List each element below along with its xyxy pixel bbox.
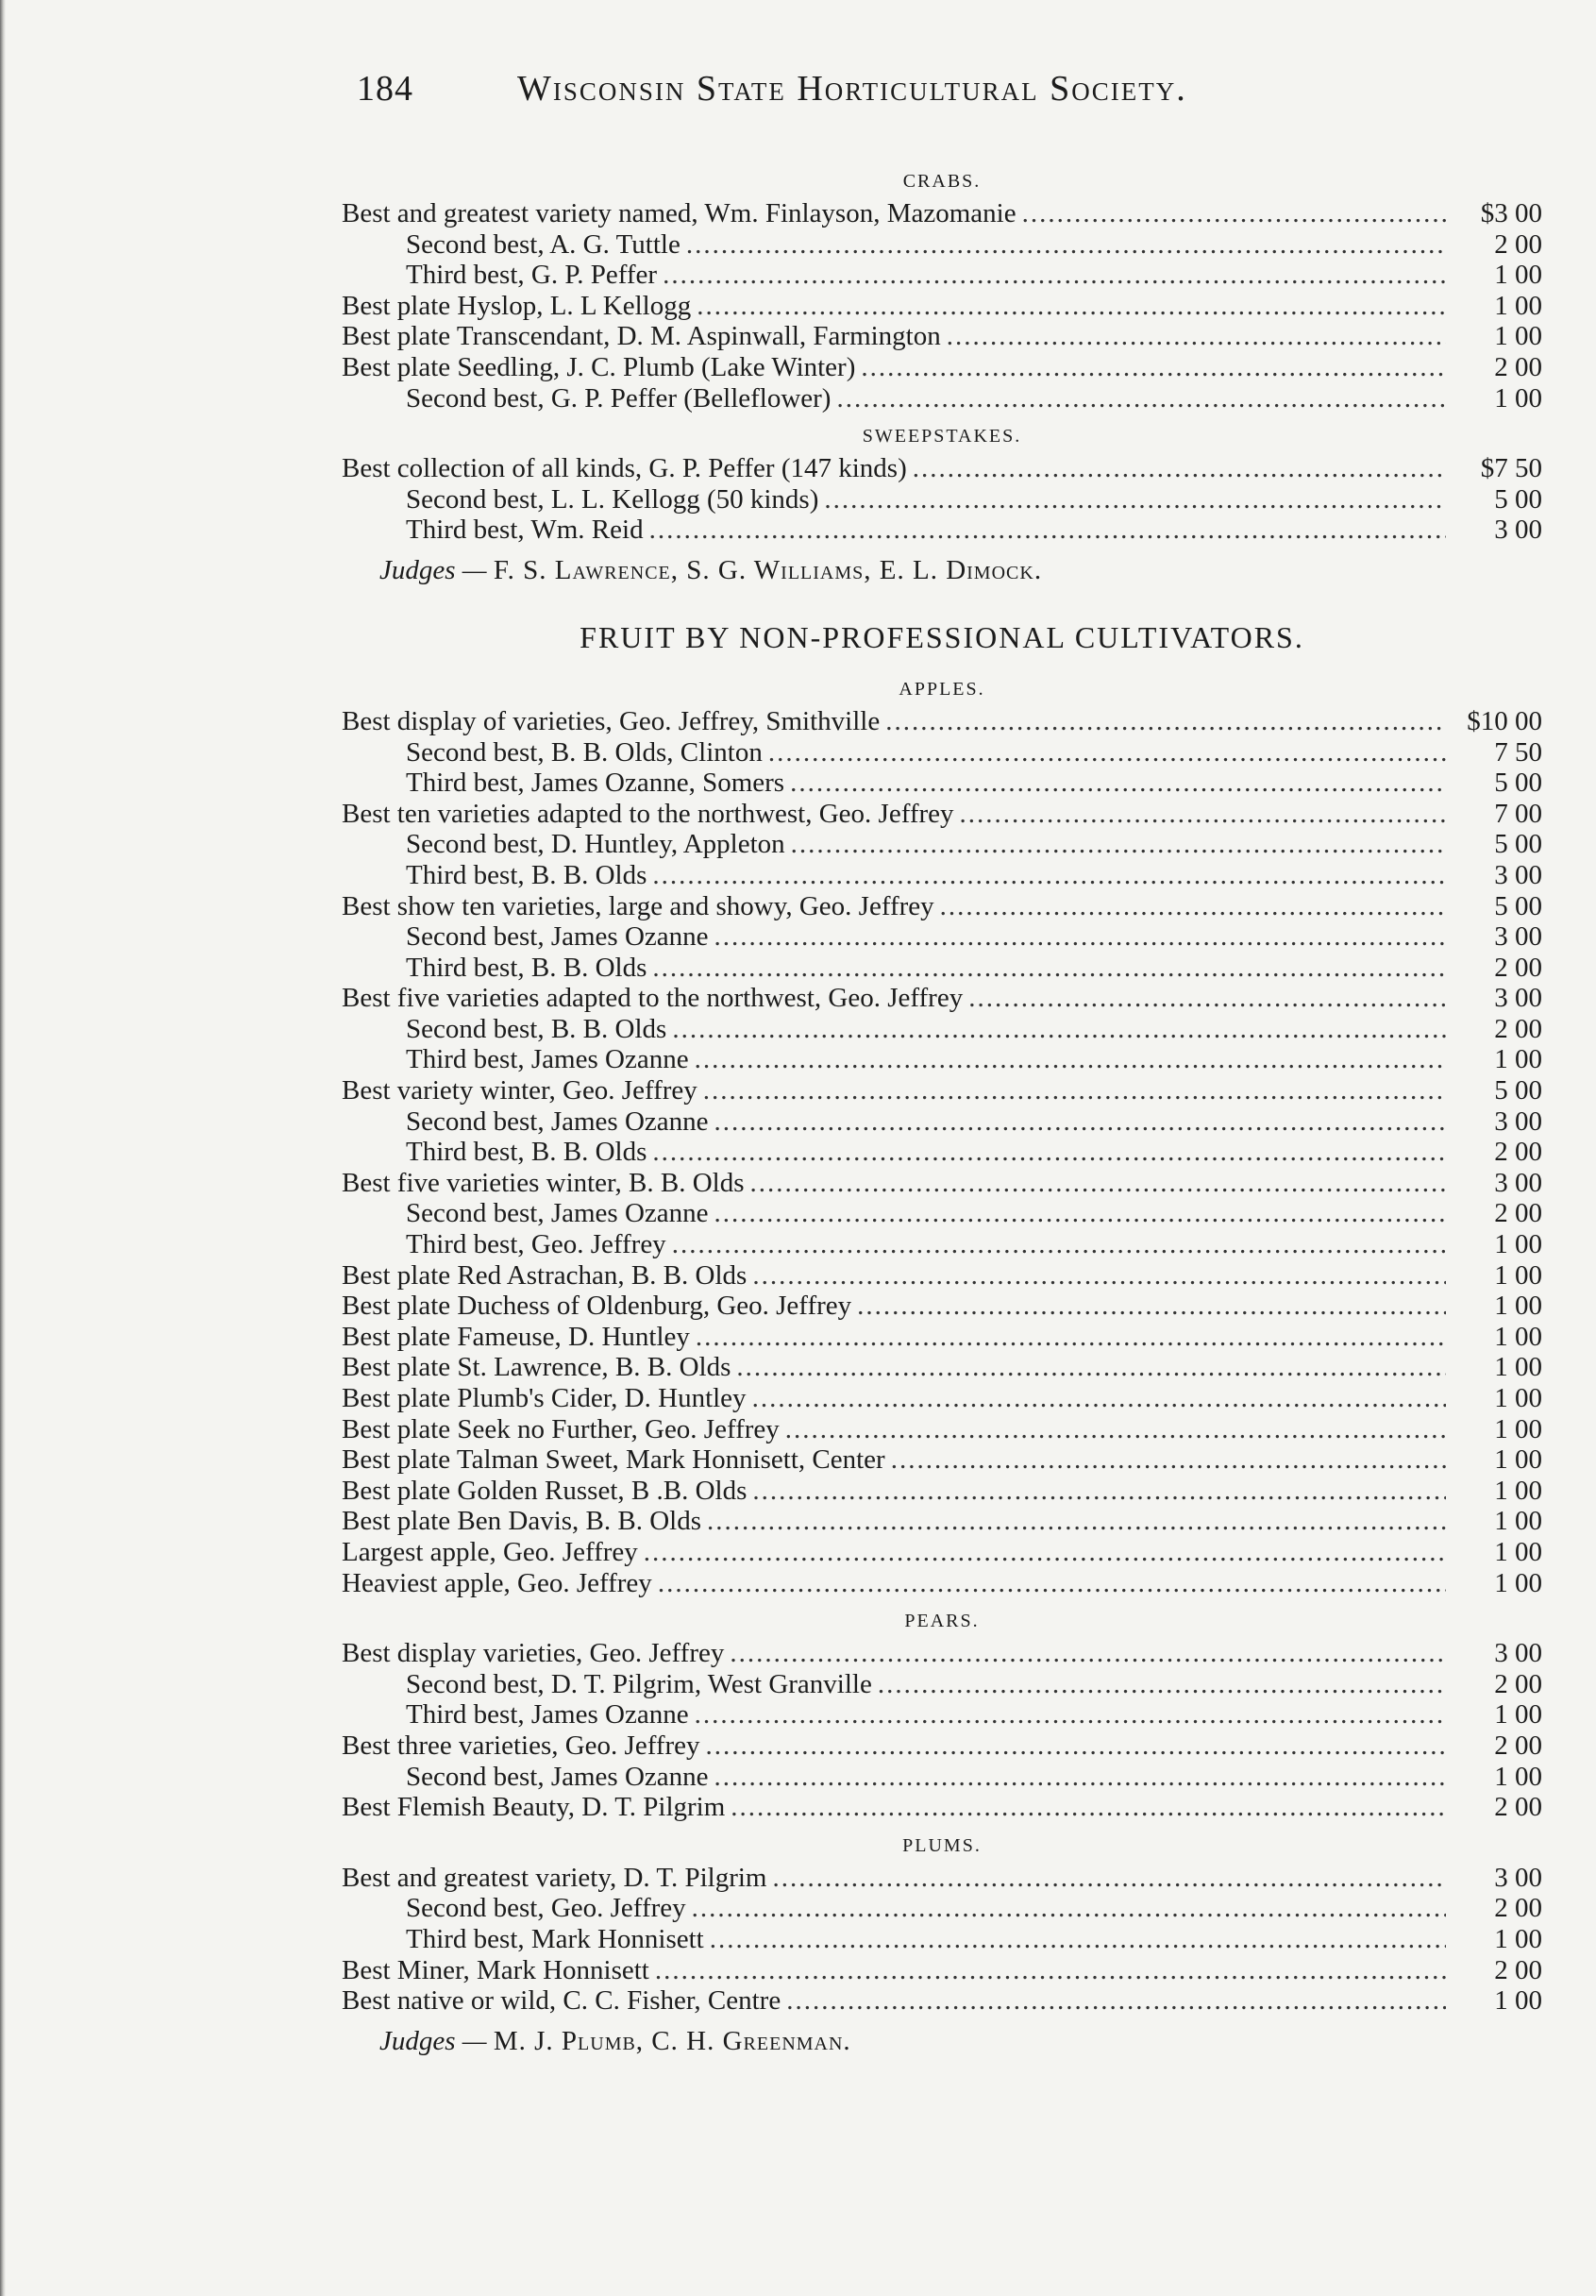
premium-amount: 1 00 <box>1494 1567 1542 1598</box>
entry-description: Best display varieties, Geo. Jeffrey <box>342 1638 725 1669</box>
premium-amount: 2 00 <box>1494 1137 1542 1168</box>
premium-entry <box>342 983 1542 1014</box>
dot-leader <box>736 1352 1446 1383</box>
dot-leader <box>663 260 1446 291</box>
entry-description: Best variety winter, Geo. Jeffrey <box>342 1075 697 1106</box>
dot-leader <box>697 291 1446 322</box>
dot-leader <box>824 484 1446 515</box>
premium-amount: 1 00 <box>1494 1413 1542 1444</box>
premium-entry <box>342 1792 1542 1823</box>
entry-description: Best plate Golden Russet, B .B. Olds <box>342 1475 748 1506</box>
entry-description: Second best, G. P. Peffer (Belleflower) <box>406 382 832 414</box>
premium-amount: 1 00 <box>1494 1985 1542 2017</box>
entry-description: Second best, D. Huntley, Appleton <box>406 829 785 860</box>
premium-amount: 2 00 <box>1494 1730 1542 1761</box>
dot-leader <box>785 1414 1446 1445</box>
entry-description: Second best, B. B. Olds, Clinton <box>406 736 763 768</box>
dot-leader <box>695 1699 1446 1730</box>
dot-leader <box>714 1106 1446 1138</box>
premium-amount: 3 00 <box>1494 1167 1542 1198</box>
dot-leader <box>696 1322 1446 1353</box>
dot-leader <box>730 1638 1446 1669</box>
premium-amount: 2 00 <box>1494 952 1542 983</box>
dot-leader <box>703 1075 1446 1106</box>
dot-leader <box>857 1291 1446 1322</box>
premium-entry <box>342 1863 1542 1894</box>
dot-leader <box>692 1893 1446 1924</box>
entry-description: Third best, James Ozanne <box>406 1044 689 1075</box>
dot-leader <box>752 1383 1446 1414</box>
entry-description: Second best, James Ozanne <box>406 921 709 953</box>
dot-leader <box>706 1730 1446 1762</box>
premium-entry <box>342 453 1542 484</box>
dot-leader <box>644 1537 1446 1568</box>
premium-entry <box>342 1198 1542 1229</box>
premium-entry <box>342 921 1542 953</box>
entry-description: Best five varieties adapted to the northwest, Geo. Jeffrey <box>342 983 964 1014</box>
premium-amount: 1 00 <box>1494 1229 1542 1260</box>
dot-leader <box>710 1924 1446 1955</box>
entry-description: Third best, James Ozanne <box>406 1699 689 1730</box>
dot-leader <box>752 1476 1446 1507</box>
dot-leader <box>772 1863 1446 1894</box>
premium-entry <box>342 1229 1542 1260</box>
premium-entry <box>342 1568 1542 1599</box>
premium-amount: 1 00 <box>1494 1506 1542 1537</box>
dot-leader <box>652 860 1446 891</box>
entry-description: Best ten varieties adapted to the northwest, Geo. Jeffrey <box>342 798 954 829</box>
dot-leader <box>968 983 1446 1014</box>
premium-amount: 5 00 <box>1494 890 1542 921</box>
dot-leader <box>714 1762 1446 1793</box>
entry-description: Third best, Wm. Reid <box>406 515 644 546</box>
premium-entry <box>342 1137 1542 1168</box>
premium-amount: 7 50 <box>1494 736 1542 768</box>
premium-entry <box>342 1291 1542 1322</box>
entry-description: Best plate Plumb's Cider, D. Huntley <box>342 1383 747 1413</box>
premium-amount: 5 00 <box>1494 768 1542 799</box>
dot-leader <box>655 1955 1446 1986</box>
entry-description: Best Flemish Beauty, D. T. Pilgrim <box>342 1792 726 1823</box>
dot-leader <box>878 1669 1446 1700</box>
premium-entry <box>342 1506 1542 1537</box>
premium-entry <box>342 891 1542 922</box>
dot-leader <box>731 1792 1446 1823</box>
premium-entry <box>342 484 1542 515</box>
premium-entry <box>342 352 1542 383</box>
premium-entry <box>342 1444 1542 1476</box>
premium-amount: 7 00 <box>1494 798 1542 829</box>
premium-entry <box>342 515 1542 546</box>
entry-description: Best plate St. Lawrence, B. B. Olds <box>342 1352 731 1383</box>
premium-entry <box>342 768 1542 799</box>
dot-leader <box>940 891 1446 922</box>
section-heading: APPLES. <box>899 678 985 700</box>
premium-entry <box>342 1044 1542 1075</box>
judges-line <box>342 2017 1542 2066</box>
section-heading: SWEEPSTAKES. <box>862 426 1022 447</box>
dot-leader <box>1022 198 1446 229</box>
dot-leader <box>652 953 1446 984</box>
premium-amount: 5 00 <box>1494 829 1542 860</box>
entry-description: Best plate Hyslop, L. L Kellogg <box>342 290 692 321</box>
premium-amount: 1 00 <box>1494 1291 1542 1322</box>
premium-entry <box>342 1893 1542 1924</box>
premium-entry <box>342 799 1542 830</box>
entry-description: Best collection of all kinds, G. P. Peffer (147 kinds) <box>342 453 907 484</box>
premium-entry <box>342 1762 1542 1793</box>
premium-entry <box>342 1924 1542 1955</box>
entry-description: Best plate Transcendant, D. M. Aspinwall, Farmington <box>342 321 941 352</box>
entry-description: Second best, D. T. Pilgrim, West Granville <box>406 1668 872 1699</box>
dot-leader <box>695 1044 1446 1075</box>
premium-amount: 2 00 <box>1494 1668 1542 1699</box>
dot-leader <box>947 321 1446 352</box>
dot-leader <box>885 706 1446 737</box>
entry-description: Third best, G. P. Peffer <box>406 260 658 291</box>
judges-names: F. S. Lawrence, S. G. Williams, E. L. Dimock. <box>493 554 1043 585</box>
premium-amount: 1 00 <box>1494 1475 1542 1506</box>
premium-amount: 1 00 <box>1494 1321 1542 1352</box>
premium-entry <box>342 737 1542 768</box>
premium-entry <box>342 1260 1542 1292</box>
dot-leader <box>960 799 1446 830</box>
premium-amount: 1 00 <box>1494 260 1542 291</box>
premium-amount: 1 00 <box>1494 1044 1542 1075</box>
entry-description: Second best, Geo. Jeffrey <box>406 1893 686 1924</box>
dot-leader <box>658 1568 1446 1599</box>
dot-leader <box>649 515 1446 546</box>
dot-leader <box>652 1137 1446 1168</box>
premium-amount: 1 00 <box>1494 1444 1542 1476</box>
premium-entry <box>342 1168 1542 1199</box>
dot-leader <box>750 1168 1446 1199</box>
entry-description: Second best, James Ozanne <box>406 1106 709 1137</box>
entry-description: Best plate Seek no Further, Geo. Jeffrey <box>342 1413 780 1444</box>
premium-amount: 5 00 <box>1494 1075 1542 1106</box>
premium-entry <box>342 1352 1542 1383</box>
premium-entry <box>342 860 1542 891</box>
page-number: 184 <box>357 69 413 109</box>
premium-amount: 2 00 <box>1494 1198 1542 1229</box>
entry-description: Best and greatest variety, D. T. Pilgrim <box>342 1862 767 1893</box>
entry-description: Best plate Seedling, J. C. Plumb (Lake Winter) <box>342 351 856 382</box>
premium-amount: 2 00 <box>1494 1792 1542 1823</box>
entry-description: Best plate Fameuse, D. Huntley <box>342 1321 690 1352</box>
entry-description: Largest apple, Geo. Jeffrey <box>342 1536 638 1567</box>
premium-entry <box>342 1638 1542 1669</box>
premium-entry <box>342 229 1542 261</box>
entry-description: Third best, Geo. Jeffrey <box>406 1229 666 1260</box>
entry-description: Best and greatest variety named, Wm. Finlayson, Mazomanie <box>342 198 1016 228</box>
entry-description: Third best, B. B. Olds <box>406 1137 647 1168</box>
judges-label: Judges — <box>379 554 487 585</box>
premium-entry <box>342 1383 1542 1414</box>
premium-amount: 3 00 <box>1494 1638 1542 1669</box>
premium-entry <box>342 1955 1542 1986</box>
dot-leader <box>672 1229 1446 1260</box>
premium-amount: 1 00 <box>1494 1352 1542 1383</box>
entry-description: Second best, A. G. Tuttle <box>406 228 680 260</box>
premium-entry <box>342 383 1542 414</box>
entry-description: Best Miner, Mark Honnisett <box>342 1954 649 1985</box>
premium-entry <box>342 1106 1542 1138</box>
entry-description: Third best, B. B. Olds <box>406 859 647 890</box>
dot-leader <box>686 229 1446 261</box>
premium-amount: 1 00 <box>1494 1536 1542 1567</box>
premium-amount: 2 00 <box>1494 228 1542 260</box>
premium-amount: 1 00 <box>1494 382 1542 414</box>
premium-entry <box>342 1014 1542 1045</box>
premium-amount: 3 00 <box>1494 859 1542 890</box>
entry-description: Best show ten varieties, large and showy, Geo. Jeffrey <box>342 890 934 921</box>
entry-description: Best three varieties, Geo. Jeffrey <box>342 1730 700 1761</box>
premium-amount: 3 00 <box>1494 515 1542 546</box>
premium-amount: 3 00 <box>1494 1106 1542 1137</box>
section-heading: CRABS. <box>902 171 982 192</box>
premium-entry <box>342 706 1542 737</box>
entry-description: Third best, Mark Honnisett <box>406 1923 704 1954</box>
entry-description: Best native or wild, C. C. Fisher, Centre <box>342 1985 781 2017</box>
entry-description: Best plate Talman Sweet, Mark Honnisett, Center <box>342 1444 885 1476</box>
entry-description: Best display of varieties, Geo. Jeffrey, Smithville <box>342 705 881 736</box>
premium-entry <box>342 1476 1542 1507</box>
dot-leader <box>707 1506 1446 1537</box>
section-heading: PLUMS. <box>902 1834 982 1856</box>
premium-entry <box>342 321 1542 352</box>
entry-description: Third best, James Ozanne, Somers <box>406 768 785 799</box>
dot-leader <box>913 453 1446 484</box>
premium-amount: $10 00 <box>1467 705 1542 736</box>
premium-amount: 1 00 <box>1494 1699 1542 1730</box>
premium-entry <box>342 1537 1542 1568</box>
premium-amount: 1 00 <box>1494 321 1542 352</box>
dot-leader <box>786 1985 1446 2017</box>
premium-entry <box>342 1075 1542 1106</box>
entry-description: Third best, B. B. Olds <box>406 952 647 983</box>
dot-leader <box>714 1198 1446 1229</box>
dot-leader <box>836 383 1446 414</box>
premium-entry <box>342 260 1542 291</box>
entry-description: Best plate Ben Davis, B. B. Olds <box>342 1506 702 1537</box>
running-header <box>357 68 1386 110</box>
dot-leader <box>752 1260 1446 1292</box>
entry-description: Second best, James Ozanne <box>406 1198 709 1229</box>
premium-amount: 2 00 <box>1494 1893 1542 1924</box>
premium-entry <box>342 1322 1542 1353</box>
entry-description: Second best, B. B. Olds <box>406 1013 667 1044</box>
premium-amount: $7 50 <box>1480 453 1542 484</box>
judges-label: Judges — <box>379 2025 487 2056</box>
premium-entry <box>342 1669 1542 1700</box>
dot-leader <box>891 1444 1446 1476</box>
premium-entry <box>342 1699 1542 1730</box>
judges-names: M. J. Plumb, C. H. Greenman. <box>493 2025 851 2056</box>
premium-amount: 1 00 <box>1494 1259 1542 1291</box>
main-heading: FRUIT BY NON-PROFESSIONAL CULTIVATORS. <box>580 619 1304 654</box>
dot-leader <box>790 768 1446 799</box>
premium-amount: 3 00 <box>1494 921 1542 953</box>
judges-line <box>342 546 1542 595</box>
premium-amount: 2 00 <box>1494 351 1542 382</box>
entry-description: Heaviest apple, Geo. Jeffrey <box>342 1567 652 1598</box>
premium-amount: 3 00 <box>1494 1862 1542 1893</box>
premium-entry <box>342 829 1542 860</box>
premium-amount: 5 00 <box>1494 483 1542 515</box>
premium-amount: 1 00 <box>1494 1383 1542 1413</box>
entry-description: Best five varieties winter, B. B. Olds <box>342 1167 745 1198</box>
premium-entry <box>342 1985 1542 2017</box>
entry-description: Second best, L. L. Kellogg (50 kinds) <box>406 483 819 515</box>
dot-leader <box>791 829 1446 860</box>
premium-amount: 1 00 <box>1494 1761 1542 1792</box>
dot-leader <box>768 737 1446 768</box>
premium-list <box>342 159 1542 2066</box>
entry-description: Best plate Red Astrachan, B. B. Olds <box>342 1259 748 1291</box>
premium-amount: $3 00 <box>1480 198 1542 228</box>
dot-leader <box>672 1014 1446 1045</box>
premium-amount: 3 00 <box>1494 983 1542 1014</box>
entry-description: Second best, James Ozanne <box>406 1761 709 1792</box>
premium-amount: 2 00 <box>1494 1954 1542 1985</box>
premium-entry <box>342 291 1542 322</box>
premium-entry <box>342 198 1542 229</box>
premium-amount: 2 00 <box>1494 1013 1542 1044</box>
dot-leader <box>714 921 1446 953</box>
section-heading: PEARS. <box>904 1611 980 1632</box>
premium-amount: 1 00 <box>1494 1923 1542 1954</box>
entry-description: Best plate Duchess of Oldenburg, Geo. Jeffrey <box>342 1291 852 1322</box>
premium-entry <box>342 953 1542 984</box>
premium-entry <box>342 1730 1542 1762</box>
running-title: Wisconsin State Horticultural Society. <box>517 69 1187 109</box>
dot-leader <box>861 352 1446 383</box>
premium-entry <box>342 1414 1542 1445</box>
premium-amount: 1 00 <box>1494 290 1542 321</box>
